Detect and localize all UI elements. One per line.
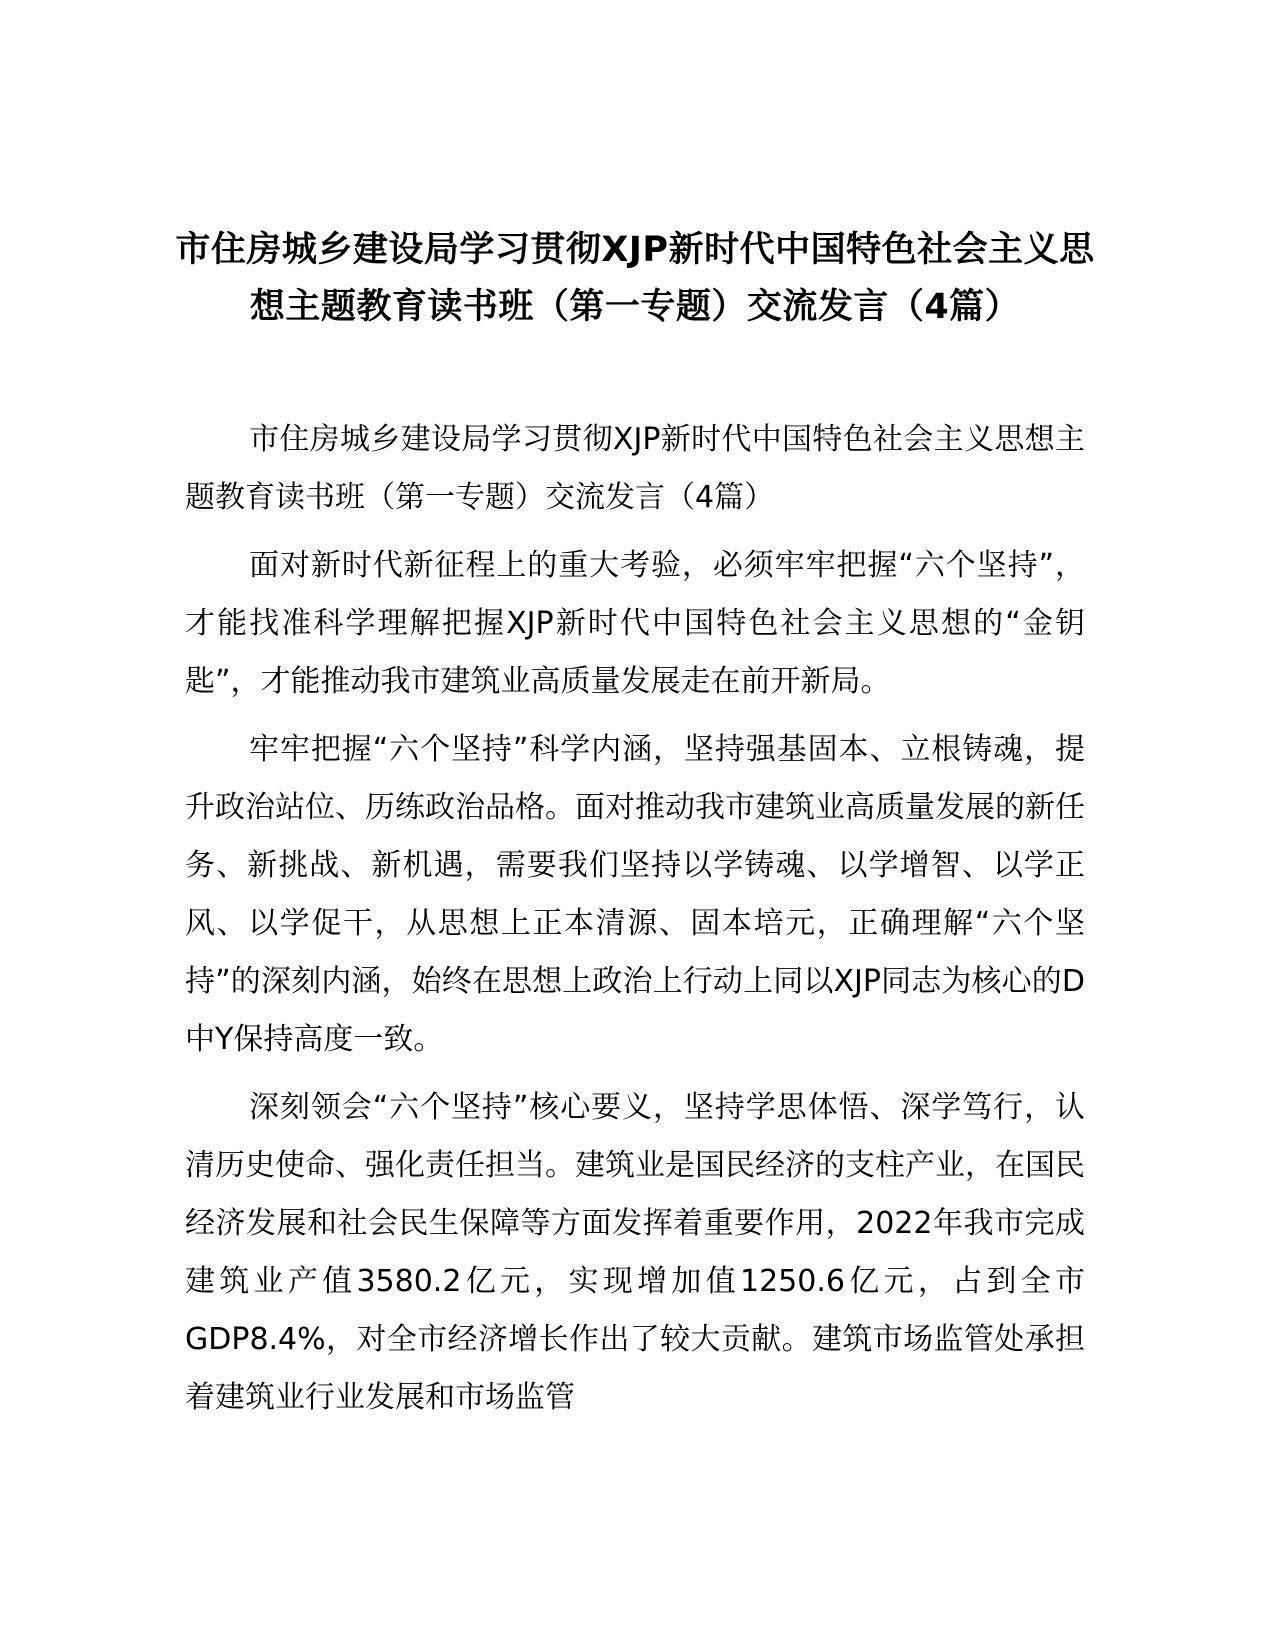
paragraph: 牢牢把握“六个坚持”科学内涵，坚持强基固本、立根铸魂，提升政治站位、历练政治品格。面对推动我市建筑业高质量发展的新任务、新挑战、新机遇，需要我们坚持以学铸魂、以学增智、以学正风、以学促干，从思想上正本清源、固本培元，正确理解“六个坚持”的深刻内涵，始终在思想上政治上行动上同以XJP同志为核心的D中Y保持高度一致。 [185,732,1085,1057]
document-title: 市住房城乡建设局学习贯彻XJP新时代中国特色社会主义思想主题教育读书班（第一专题）交流发言（4篇） [175,230,1095,327]
paragraph: 面对新时代新征程上的重大考验，必须牢牢把握“六个坚持”，才能找准科学理解把握XJP新时代中国特色社会主义思想的“金钥匙”，才能推动我市建筑业高质量发展走在前开新局。 [185,548,1085,699]
document-body [185,411,1085,1437]
paragraph: 深刻领会“六个坚持”核心要义，坚持学思体悟、深学笃行，认清历史使命、强化责任担当。建筑业是国民经济的支柱产业，在国民经济发展和社会民生保障等方面发挥着重要作用，2022年我市完成建筑业产值3580.2亿元，实现增加值1250.6亿元，占到全市GDP8.4%，对全市经济增长作出了较大贡献。建筑市场监管处承担着建筑业行业发展和市场监管 [185,1090,1085,1415]
paragraph: 市住房城乡建设局学习贯彻XJP新时代中国特色社会主义思想主题教育读书班（第一专题）交流发言（4篇） [185,422,1085,515]
